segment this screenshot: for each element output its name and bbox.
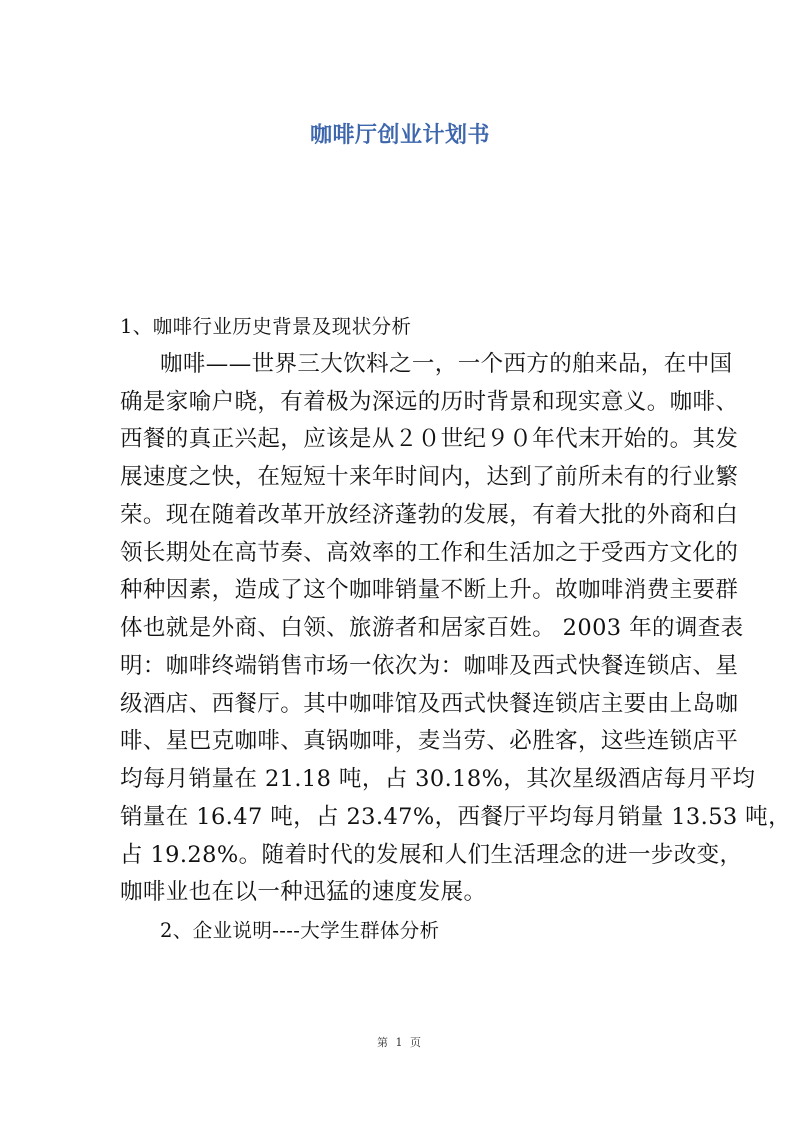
paragraph-line: 种种因素，造成了这个咖啡销量不断上升。故咖啡消费主要群 bbox=[120, 577, 739, 604]
paragraph-line: 体也就是外商、白领、旅游者和居家百姓。 2003 年的调查表 bbox=[120, 615, 744, 641]
section-1-heading: 1、咖啡行业历史背景及现状分析 bbox=[120, 315, 412, 338]
paragraph-line: 展速度之快，在短短十来年时间内，达到了前所未有的行业繁 bbox=[120, 464, 739, 490]
paragraph-line: 咖啡——世界三大饮料之一，一个西方的舶来品，在中国 bbox=[160, 350, 733, 377]
paragraph-line: 荣。现在随着改革开放经济蓬勃的发展，有着大批的外商和白 bbox=[120, 501, 739, 528]
page-number: 第 1 页 bbox=[377, 1036, 423, 1049]
paragraph-line: 西餐的真正兴起，应该是从２０世纪９０年代末开始的。其发 bbox=[120, 426, 739, 453]
document-body bbox=[120, 308, 791, 950]
paragraph-line: 明：咖啡终端销售市场一依次为：咖啡及西式快餐连锁店、星 bbox=[120, 652, 739, 679]
paragraph-line: 咖啡业也在以一种迅猛的速度发展。 bbox=[120, 879, 487, 906]
paragraph-line: 级酒店、西餐厅。其中咖啡馆及西式快餐连锁店主要由上岛咖 bbox=[120, 690, 739, 717]
paragraph-line: 领长期处在高节奏、高效率的工作和生活加之于受西方文化的 bbox=[120, 539, 739, 566]
document-title: 咖啡厅创业计划书 bbox=[309, 123, 490, 148]
section-2-heading: 2、企业说明----大学生群体分析 bbox=[160, 919, 440, 942]
paragraph-line: 占 19.28%。随着时代的发展和人们生活理念的进一步改变， bbox=[120, 841, 743, 868]
paragraph-line: 啡、星巴克咖啡、真锅咖啡，麦当劳、必胜客，这些连锁店平 bbox=[120, 728, 739, 755]
paragraph-line: 销量在 16.47 吨，占 23.47%，西餐厅平均每月销量 13.53 吨， bbox=[120, 803, 791, 830]
paragraph-line: 均每月销量在 21.18 吨，占 30.18%，其次星级酒店每月平均 bbox=[120, 766, 756, 792]
paragraph-line: 确是家喻户晓，有着极为深远的历时背景和现实意义。咖啡、 bbox=[120, 388, 739, 415]
